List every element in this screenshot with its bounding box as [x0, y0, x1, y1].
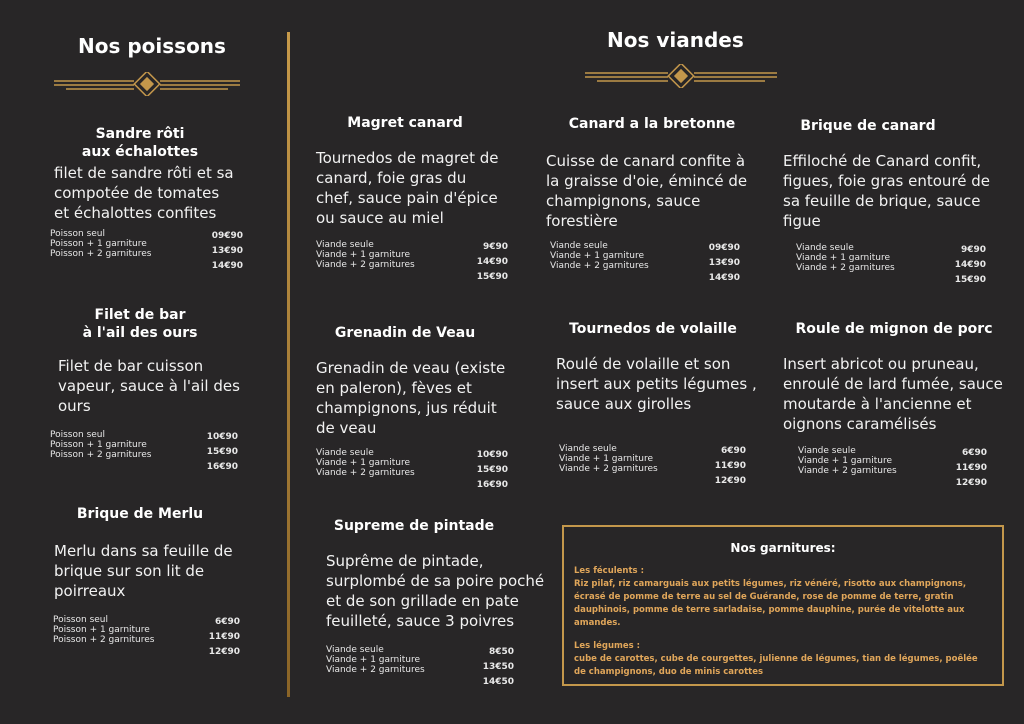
legumes-list: cube de carottes, cube de courgettes, julienne de légumes, tian de légumes, poêlée de champignons, duo de minis carottes	[574, 654, 978, 677]
price-list: Viande seule Viande + 1 garniture Viande + 2 garnitures 09€90 13€90 14€90	[550, 241, 740, 283]
price-list: Poisson seul Poisson + 1 garniture Poisson + 2 garnitures 09€90 13€90 14€90	[50, 229, 243, 271]
garnitures-feculents	[564, 565, 1002, 630]
meat-dish	[556, 320, 760, 492]
price-list: Viande seule Viande + 1 garniture Viande + 2 garnitures 9€90 14€90 15€90	[316, 240, 508, 282]
price-list: Viande seule Viande + 1 garniture Viande + 2 garnitures 10€90 15€90 16€90	[316, 448, 508, 490]
dish-description: filet de sandre rôti et sa compotée de tomates et échalottes confites	[54, 164, 234, 222]
dish-description: Effiloché de Canard confit, figues, foie gras entouré de sa feuille de brique, sauce figue	[783, 152, 991, 230]
meat-dish	[326, 517, 552, 693]
meat-dish	[316, 114, 516, 288]
dish-title: Tournedos de volaille	[569, 321, 737, 337]
dish-description: Filet de bar cuisson vapeur, sauce à l'ail des ours	[58, 357, 240, 415]
dish-description: Roulé de volaille et son insert aux petits légumes , sauce aux girolles	[556, 355, 757, 413]
meat-dish	[783, 117, 1003, 291]
column-divider	[287, 32, 290, 697]
meat-dish	[783, 320, 1005, 494]
dish-description: Insert abricot ou pruneau, enroulé de lard fumée, sauce moutarde à l'ancienne et oignons caramélisés	[783, 355, 1003, 433]
dish-title: Supreme de pintade	[333, 518, 495, 534]
ornament-divider-icon	[52, 72, 242, 96]
dish-title: Grenadin de Veau	[334, 325, 476, 341]
fish-dish	[50, 125, 250, 277]
dish-title: Filet de bar à l'ail des ours	[82, 307, 198, 341]
dish-title: Magret canard	[347, 115, 463, 131]
legumes-label: Les légumes :	[574, 641, 641, 651]
garnitures-box	[562, 525, 1004, 686]
meat-heading: Nos viandes	[607, 28, 744, 52]
dish-description: Suprême de pintade, surplombé de sa poire poché et de son grillade en pate feuilleté, sauce 3 poivres	[326, 552, 545, 630]
price-list: Poisson seul Poisson + 1 garniture Poisson + 2 garnitures 6€90 11€90 12€90	[53, 615, 240, 657]
dish-description: Tournedos de magret de canard, foie gras du chef, sauce pain d'épice ou sauce au miel	[316, 149, 499, 227]
meat-dish	[316, 324, 516, 496]
dish-title: Brique de Merlu	[76, 506, 204, 522]
dish-title: Brique de canard	[800, 118, 936, 134]
dish-description: Grenadin de veau (existe en paleron), fèves et champignons, jus réduit de veau	[316, 359, 506, 437]
meat-dish	[546, 115, 758, 289]
price-list: Poisson seul Poisson + 1 garniture Poisson + 2 garnitures 10€90 15€90 16€90	[50, 430, 238, 472]
dish-title: Canard a la bretonne	[568, 116, 736, 132]
fish-heading: Nos poissons	[78, 34, 226, 58]
garnitures-title: Nos garnitures:	[730, 541, 836, 555]
price-list: Viande seule Viande + 1 garniture Viande + 2 garnitures 6€90 11€90 12€90	[559, 444, 746, 486]
dish-description: Merlu dans sa feuille de brique sur son lit de poirreaux	[54, 542, 233, 600]
price-list: Viande seule Viande + 1 garniture Viande + 2 garnitures 6€90 11€90 12€90	[798, 446, 987, 488]
price-list: Viande seule Viande + 1 garniture Viande + 2 garnitures 8€50 13€50 14€50	[326, 645, 514, 687]
feculents-label: Les féculents :	[574, 566, 644, 576]
ornament-divider-icon	[583, 64, 779, 88]
dish-title: Sandre rôti aux échalottes	[81, 126, 199, 160]
garnitures-legumes	[564, 640, 1002, 679]
dish-title: Roule de mignon de porc	[795, 321, 993, 337]
dish-description: Cuisse de canard confite à la graisse d'oie, émincé de champignons, sauce forestière	[546, 152, 748, 230]
fish-dish	[50, 505, 250, 663]
feculents-list: Riz pilaf, riz camarguais aux petits légumes, riz vénéré, risotto aux champignons, écrasé de pomme de terre au sel de Guérande, rose de pomme de terre, gratin dauphinois, pomme de terre sarladaise, pomme dauphine, purée de vitelotte aux amandes.	[574, 579, 967, 628]
price-list: Viande seule Viande + 1 garniture Viande + 2 garnitures 9€90 14€90 15€90	[796, 243, 986, 285]
fish-dish	[50, 306, 250, 478]
